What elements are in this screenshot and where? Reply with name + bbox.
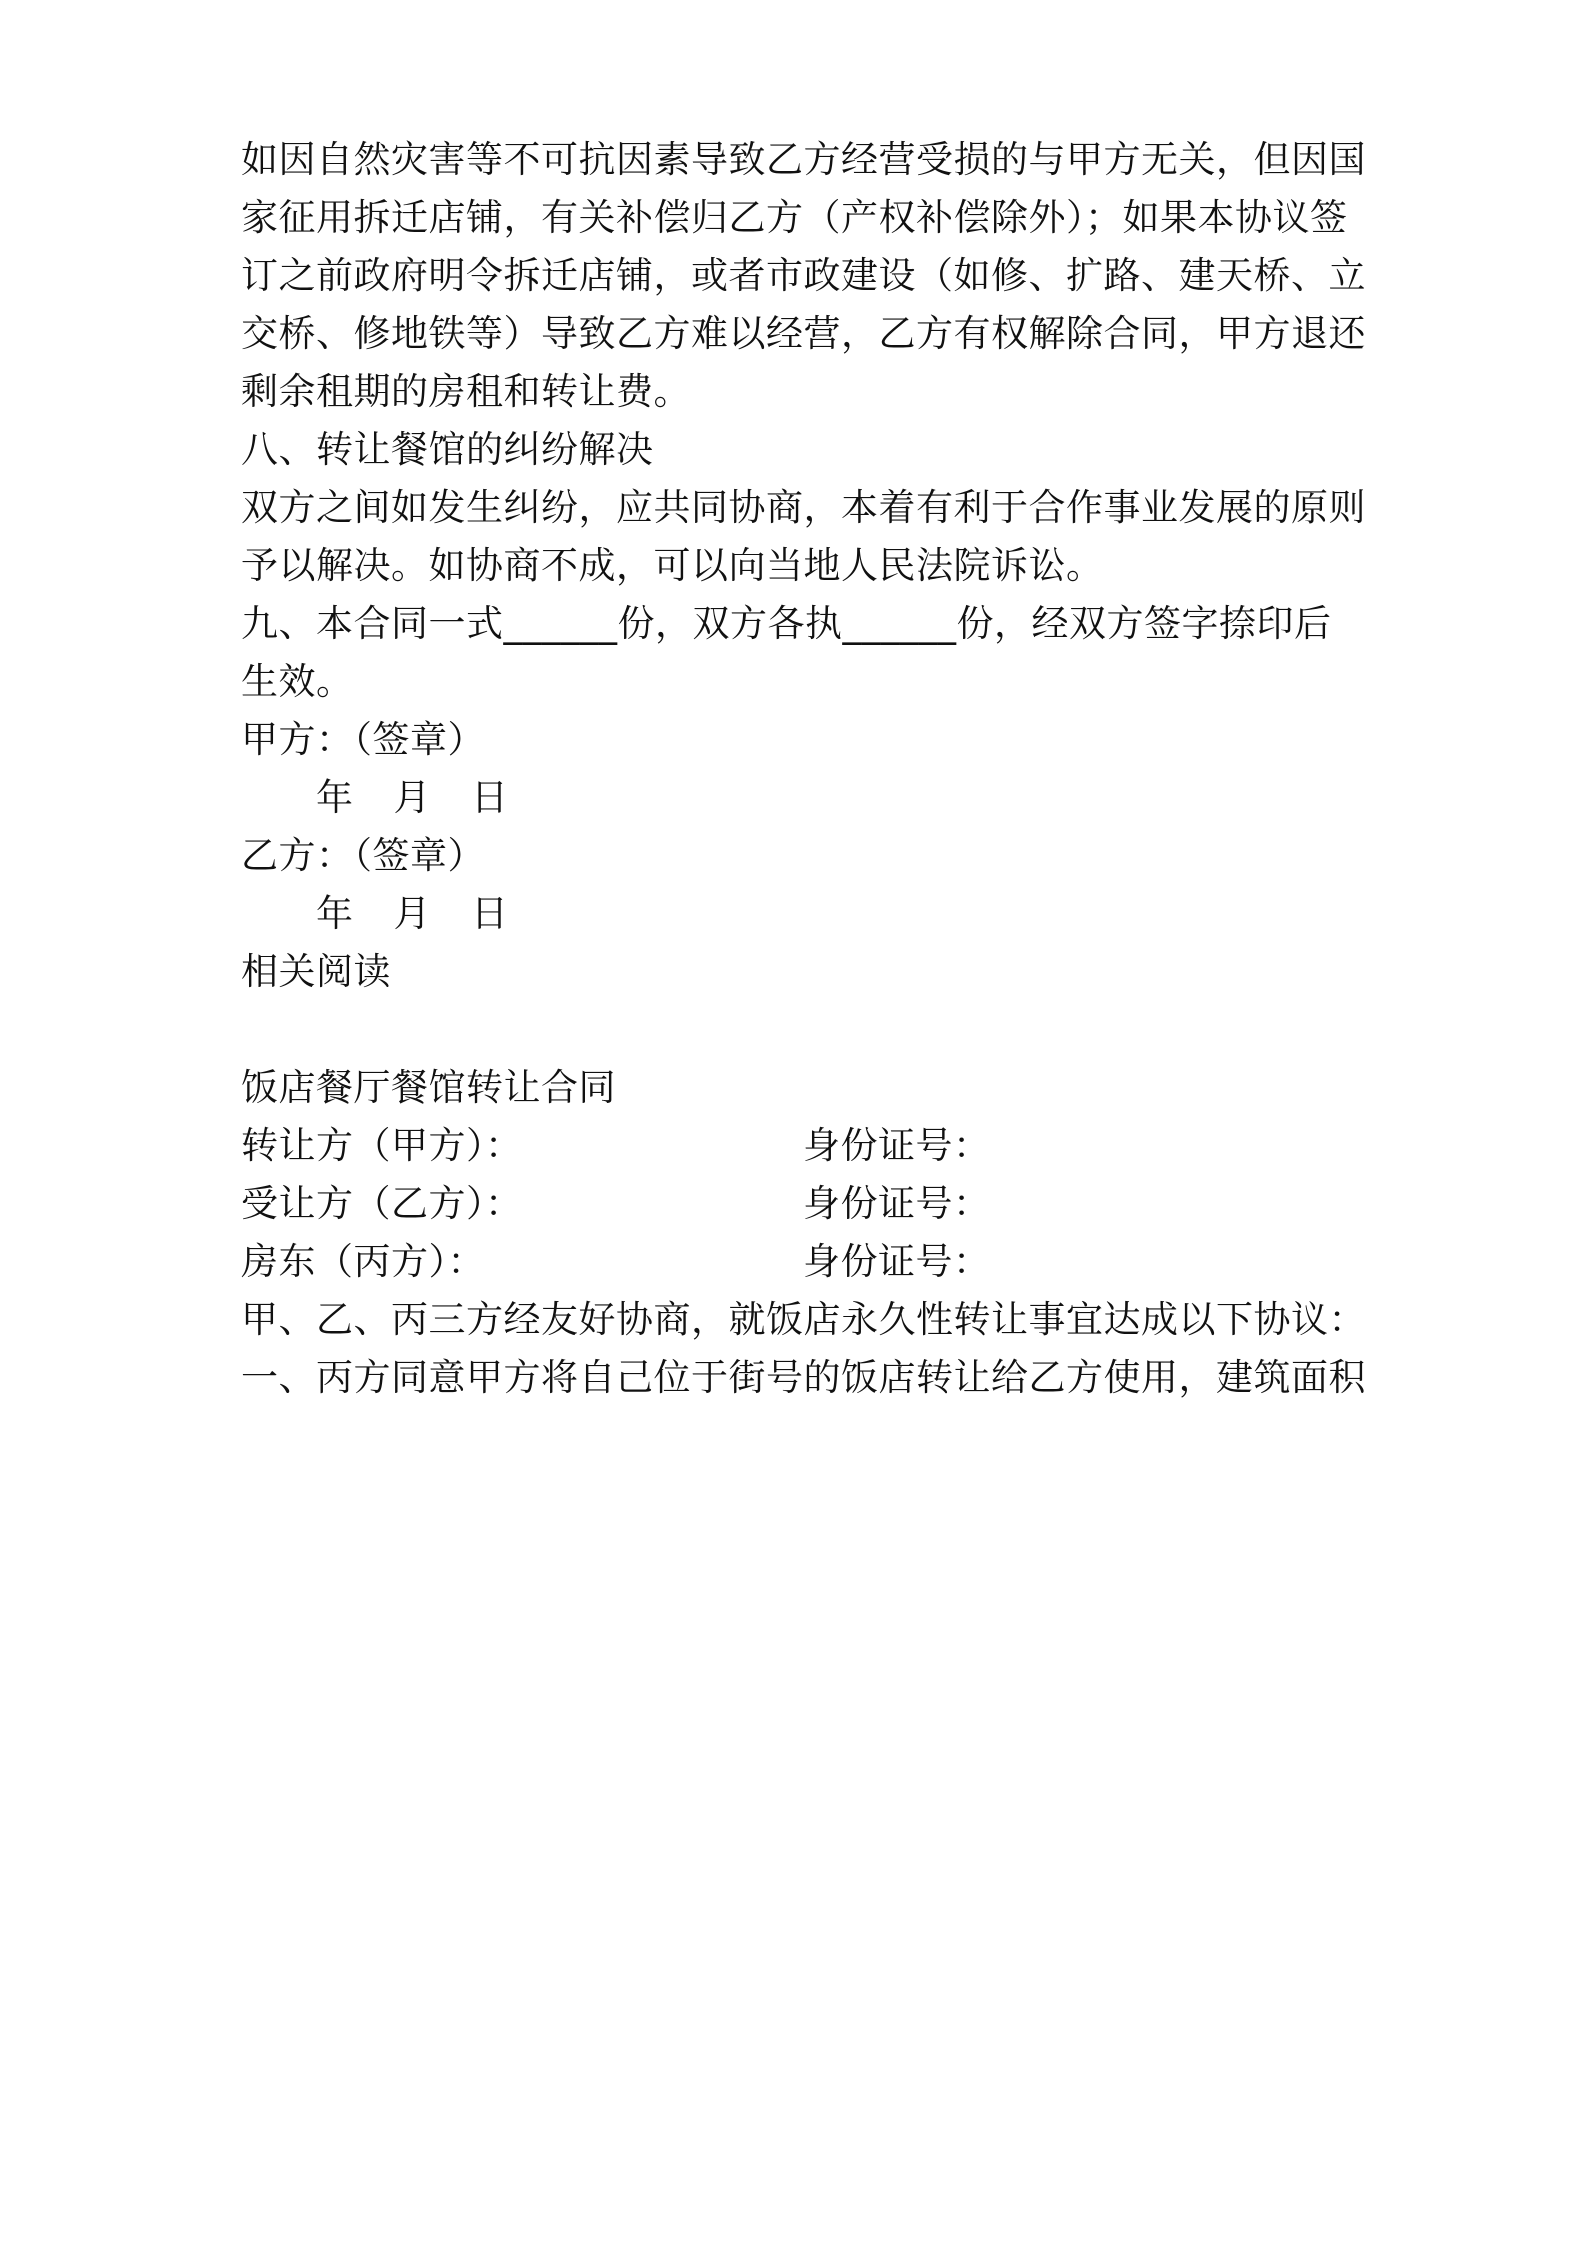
date-year: 年 — [316, 892, 354, 935]
id-number-label: 身份证号： — [803, 1124, 991, 1167]
paragraph-line: 交桥、修地铁等）导致乙方难以经营，乙方有权解除合同，甲方退还 — [241, 312, 1366, 355]
date-line — [316, 776, 509, 820]
agreement-line: 甲、乙、丙三方经友好协商，就饭店永久性转让事宜达成以下协议： — [241, 1298, 1366, 1341]
paragraph-line: 剩余租期的房租和转让费。 — [241, 370, 691, 413]
id-number-label: 身份证号： — [803, 1240, 991, 1283]
transferee-label: 受让方（乙方）： — [241, 1182, 523, 1225]
party-b-signature-label: 乙方：（签章） — [241, 834, 485, 877]
paragraph-line: 订之前政府明令拆迁店铺，或者市政建设（如修、扩路、建天桥、立 — [241, 254, 1366, 297]
paragraph-line: 予以解决。如协商不成，可以向当地人民法院诉讼。 — [241, 544, 1104, 587]
related-reading-heading: 相关阅读 — [241, 950, 391, 993]
date-month: 月 — [393, 892, 431, 935]
date-year: 年 — [316, 776, 354, 819]
date-month: 月 — [393, 776, 431, 819]
section-heading: 八、转让餐馆的纠纷解决 — [241, 428, 654, 471]
date-day: 日 — [471, 776, 509, 819]
party-a-signature-label: 甲方：（签章） — [241, 718, 485, 761]
contract-title: 饭店餐厅餐馆转让合同 — [241, 1066, 616, 1109]
transferor-label: 转让方（甲方）： — [241, 1124, 523, 1167]
date-day: 日 — [471, 892, 509, 935]
paragraph-line: 家征用拆迁店铺，有关补偿归乙方（产权补偿除外）；如果本协议签 — [241, 196, 1348, 239]
clause-one-line: 一、丙方同意甲方将自己位于街号的饭店转让给乙方使用，建筑面积 — [241, 1356, 1366, 1399]
date-line — [316, 892, 509, 936]
paragraph-line: 如因自然灾害等不可抗因素导致乙方经营受损的与甲方无关，但因国 — [241, 138, 1366, 181]
paragraph-line: 九、本合同一式______份，双方各执______份，经双方签字捺印后 — [241, 602, 1332, 645]
landlord-label: 房东（丙方）： — [241, 1240, 485, 1283]
id-number-label: 身份证号： — [803, 1182, 991, 1225]
paragraph-line: 生效。 — [241, 660, 354, 703]
paragraph-line: 双方之间如发生纠纷，应共同协商，本着有利于合作事业发展的原则 — [241, 486, 1366, 529]
